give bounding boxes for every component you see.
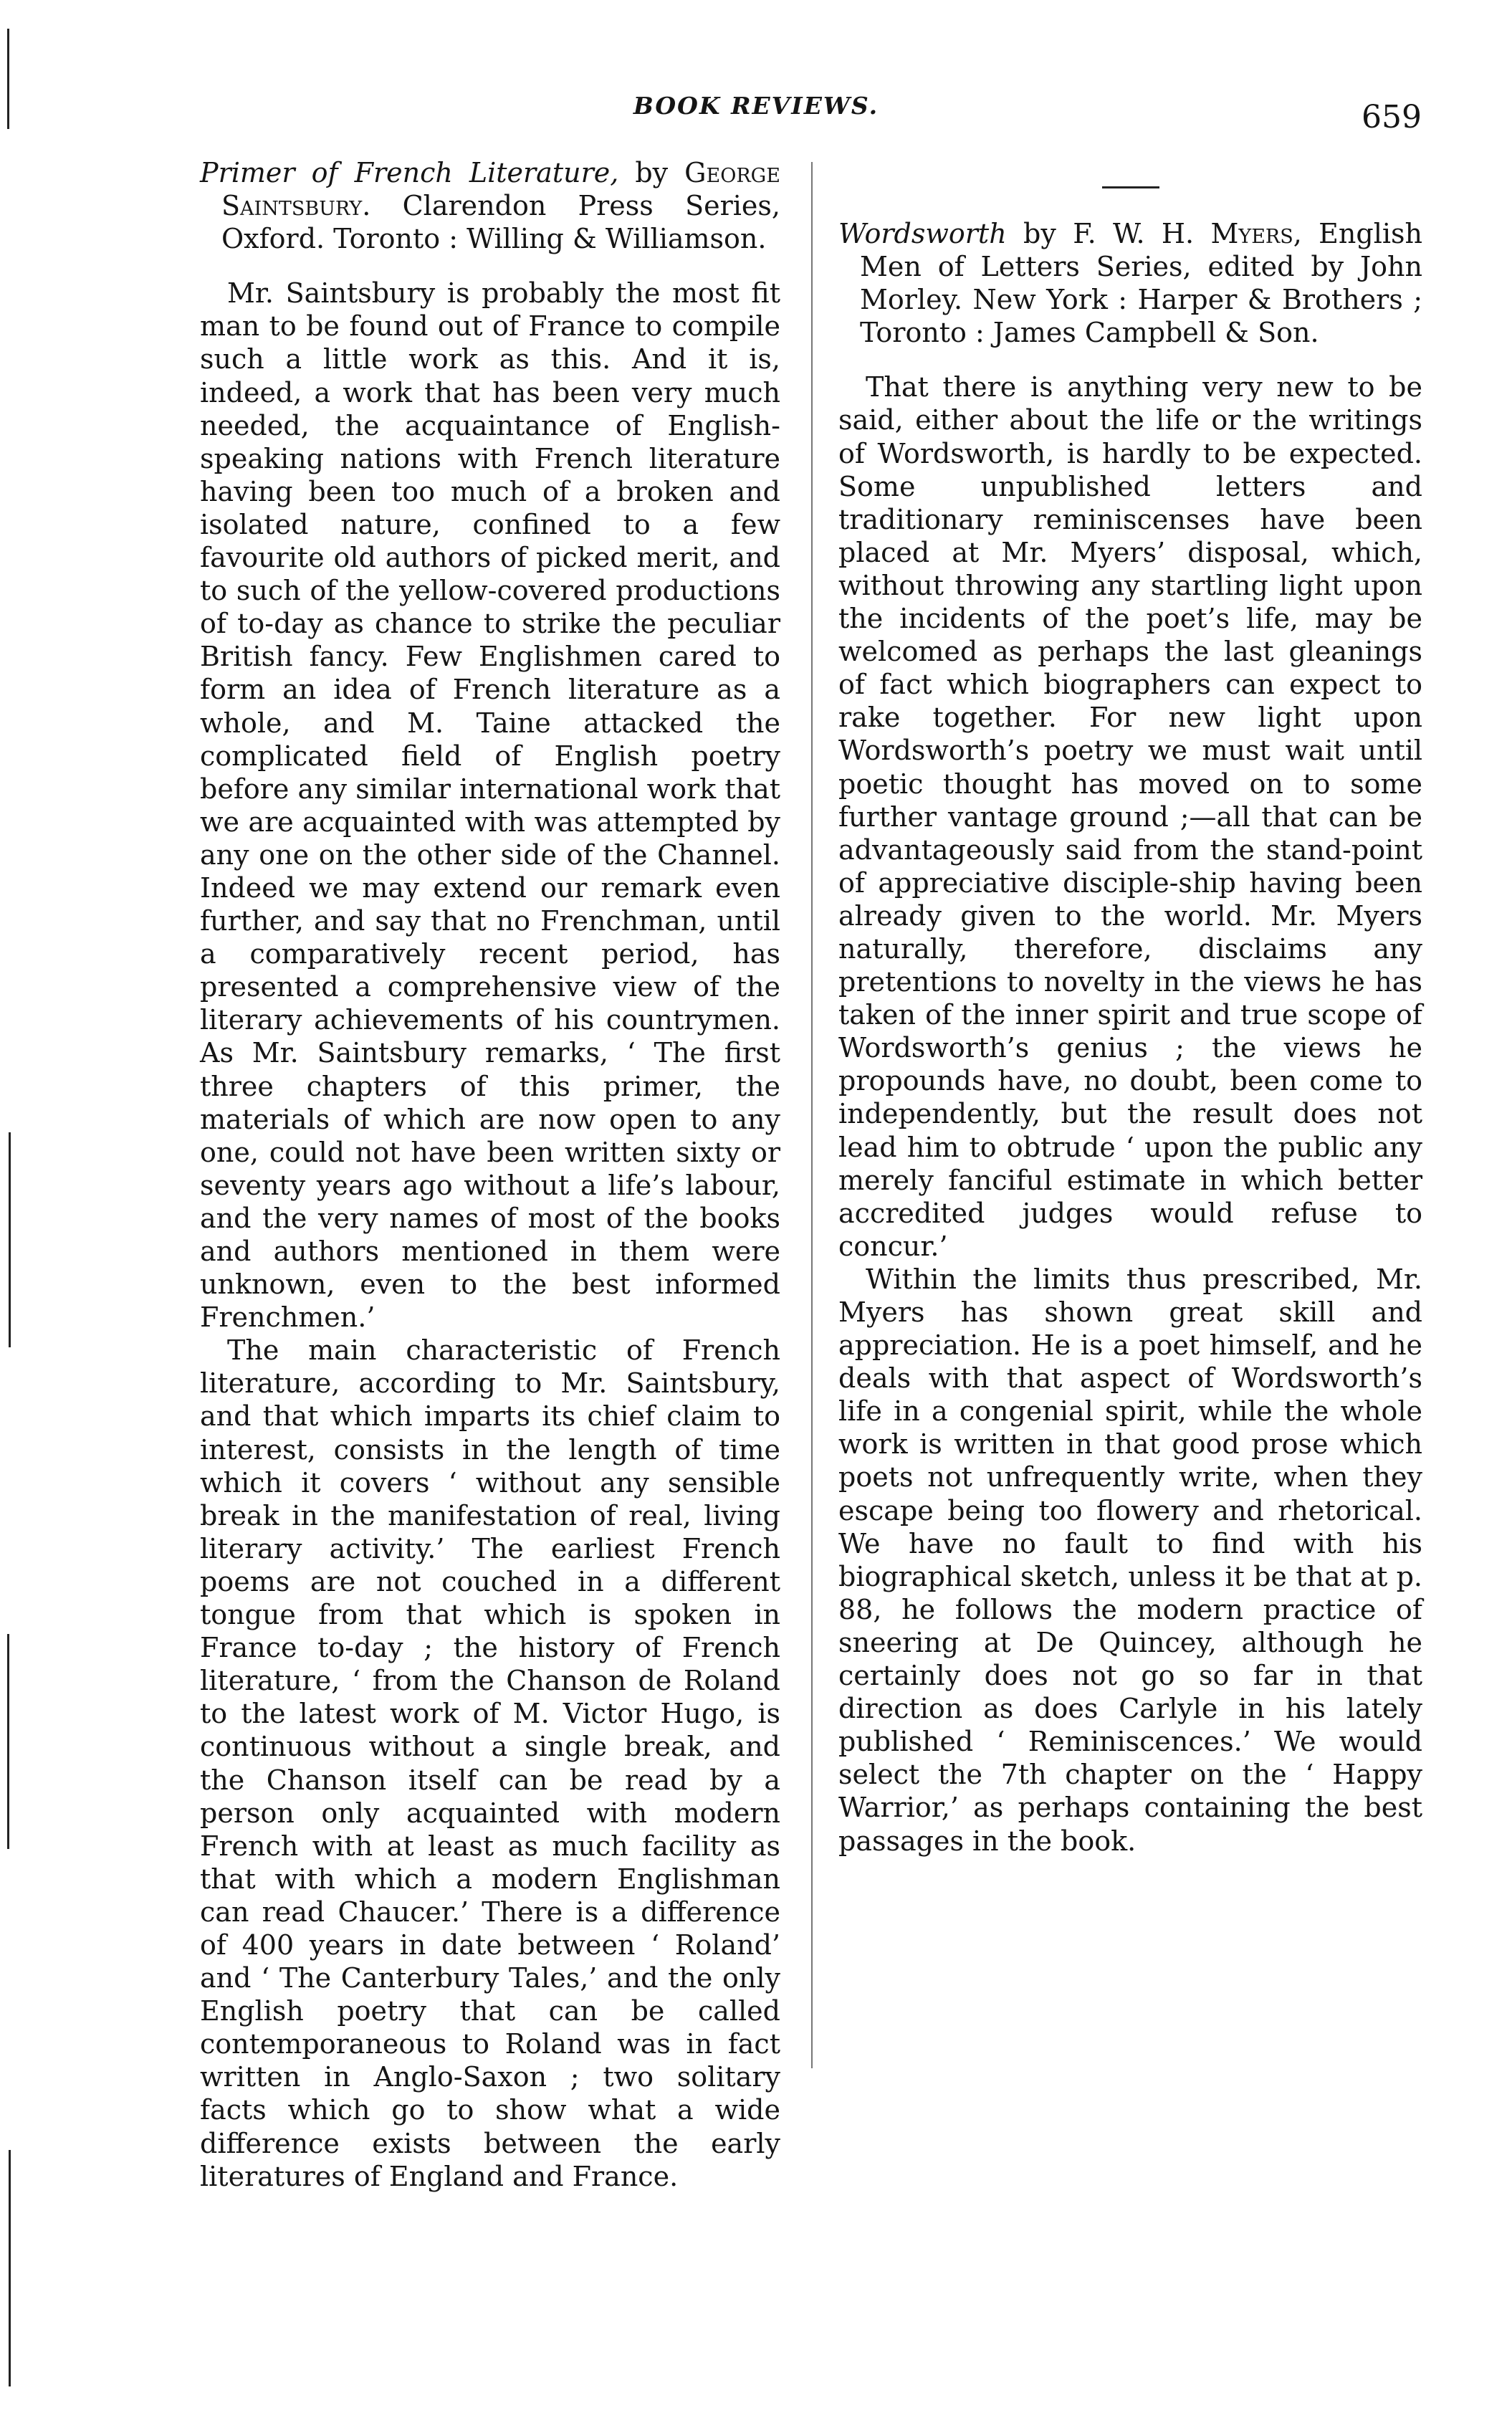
scan-edge-mark [9, 2150, 11, 2386]
scan-edge-mark [7, 29, 9, 129]
citation-by: by [1023, 218, 1056, 249]
citation-by: by [635, 157, 669, 188]
review-paragraph: The main characteristic of French literature, according to Mr. Saintsbury, and that which imparts its chief claim to interest, consists in the length of time which it covers ‘ without any sensible break in the manifestation of real, living literary activity.’ The earliest French poems are not couched in a different tongue from that which is spoken in France to-day ; the history of French literature, ‘ from the Chanson de Roland to the latest work of M. Victor Hugo, is continuous without a single break, and the Chanson itself can be read by a person only acquainted with modern French with at least as much facility as that with which a modern Englishman can read Chaucer.’ There is a difference of 400 years in date between ‘ Roland’ and ‘ The Canterbury Tales,’ and the only English poetry that can be called contemporaneous to Roland was in fact written in Anglo-Saxon ; two solitary facts which go to show what a wide difference exists between the early literatures of England and France. [200, 1334, 780, 2192]
book-author: George Saintsbury. [221, 157, 780, 222]
review-citation-primer [200, 156, 780, 255]
review-paragraph: Mr. Saintsbury is probably the most fit man to be found out of France to compile such a little work as this. And it is, indeed, a work that has been very much needed, the acquaintance of English-speaking nations with French literature having been too much of a broken and isolated nature, confined to a few favourite old authors of picked merit, and to such of the yellow-covered productions of to-day as chance to strike the peculiar British fancy. Few Englishmen cared to form an idea of French literature as a whole, and M. Taine attacked the complicated field of English poetry before any similar international work that we are acquainted with was attempted by any one on the other side of the Channel. Indeed we may extend our remark even further, and say that no Frenchman, until a comparatively recent period, has presented a comprehensive view of the literary achievements of his countrymen. As Mr. Saintsbury remarks, ‘ The first three chapters of this primer, the materials of which are now open to any one, could not have been written sixty or seventy years ago without a life’s labour, and the very names of most of the books and authors mentioned in them were unknown, even to the best informed Frenchmen.’ [200, 277, 780, 1334]
review-citation-wordsworth [838, 217, 1422, 349]
page-number: 659 [1362, 99, 1422, 135]
spacer [838, 349, 1422, 371]
scan-edge-mark [7, 1634, 9, 1849]
left-column [200, 156, 780, 2193]
scan-edge-mark [9, 1132, 11, 1347]
spacer [200, 255, 780, 277]
right-column [838, 156, 1422, 1858]
book-title: Wordsworth [838, 218, 1007, 249]
column-rule [811, 162, 813, 2068]
review-paragraph: Within the limits thus prescribed, Mr. Myers has shown great skill and appreciation. He is a poet himself, and he deals with that aspect of Wordsworth’s life in a congenial spirit, while the whole work is written in that good prose which poets not unfrequently write, when they escape being too flowery and rhetorical. We have no fault to find with his biographical sketch, unless it be that at p. 88, he follows the modern practice of sneering at De Quincey, although he certainly does not go so far in that direction as does Carlyle in his lately published ‘ Reminiscences.’ We would select the 7th chapter on the ‘ Happy Warrior,’ as perhaps containing the best passages in the book. [838, 1263, 1422, 1857]
book-title: Primer of French Literature, [200, 157, 619, 188]
review-paragraph: That there is anything very new to be said, either about the life or the writings of Wordsworth, is hardly to be expected. Some unpublished letters and traditionary reminiscenses have been placed at Mr. Myers’ disposal, which, without throwing any startling light upon the incidents of the poet’s life, may be welcomed as perhaps the last gleanings of fact which biographers can expect to rake together. For new light upon Wordsworth’s poetry we must wait until poetic thought has moved on to some further vantage ground ;—all that can be advantageously said from the stand-point of appreciative disciple-ship having been already given to the world. Mr. Myers naturally, therefore, disclaims any pretentions to novelty in the views he has taken of the inner spirit and true scope of Wordsworth’s genius ; the views he propounds have, no doubt, been come to independently, but the result does not lead him to obtrude ‘ upon the public any merely fanciful estimate in which better accredited judges would refuse to concur.’ [838, 371, 1422, 1262]
book-author: F. W. H. Myers, [1073, 218, 1302, 249]
section-divider [1102, 186, 1159, 188]
running-head: BOOK REVIEWS. [633, 92, 879, 120]
book-publisher: English Men of Letters Series, edited by John Morley. New York : Harper & Brothers ; Toronto : James Campbell & Son. [860, 218, 1422, 349]
book-publisher: Clarendon Press Series, Oxford. Toronto : Willing & Williamson. [221, 190, 780, 255]
